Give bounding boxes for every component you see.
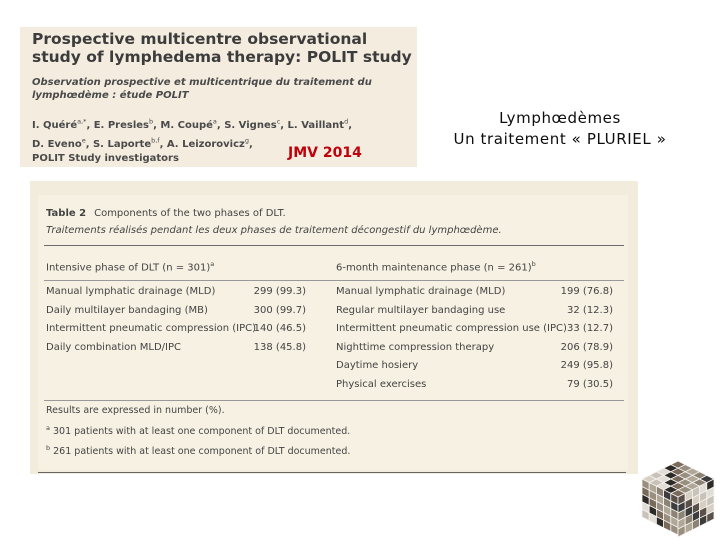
slide-title-line2: Un traitement « PLURIEL »	[453, 130, 667, 148]
author-separator: ,	[153, 120, 161, 132]
row-label: Intermittent pneumatic compression (IPC)	[46, 323, 257, 334]
table-header-rule	[44, 280, 624, 281]
row-value: 249 (95.8)	[560, 360, 613, 371]
author-affiliation-mark: e	[81, 136, 86, 145]
table-row	[336, 376, 613, 394]
row-value: 299 (99.3)	[253, 286, 306, 297]
right-header-sup: b	[531, 260, 536, 268]
table-caption-en: Components of the two phases of DLT.	[94, 208, 286, 219]
table-figure	[30, 181, 638, 474]
row-value: 199 (76.8)	[560, 286, 613, 297]
table-footnotes	[46, 420, 350, 460]
row-value: 300 (99.7)	[253, 304, 306, 316]
right-column-header	[336, 260, 536, 273]
row-value: 32 (12.3)	[567, 304, 613, 316]
table-caption-fr: Traitements réalisés pendant les deux phases de traitement décongestif du lymphœdème.	[46, 225, 502, 236]
footnote-mark: b	[46, 444, 51, 453]
paper-subtitle-fr: Observation prospective et multicentrique du traitement du lymphœdème : étude POLIT	[32, 77, 372, 101]
row-label: Manual lymphatic drainage (MLD)	[46, 286, 216, 297]
table-row	[336, 302, 613, 320]
footnote-text: 301 patients with at least one component of DLT documented.	[52, 426, 351, 438]
author-separator: ,	[249, 138, 253, 150]
table-panel	[38, 195, 628, 470]
footnote	[46, 420, 350, 440]
table-row	[46, 320, 306, 338]
author-affiliation-mark: a	[212, 118, 217, 126]
left-header-sup: a	[210, 260, 215, 268]
table-row	[46, 302, 306, 320]
row-label: Intermittent pneumatic compression use (IPC)	[336, 323, 567, 334]
row-label: Manual lymphatic drainage (MLD)	[336, 286, 506, 297]
row-label: Daily combination MLD/IPC	[46, 341, 181, 353]
slide-title	[420, 108, 700, 150]
author-name: M. Coupé	[160, 120, 213, 132]
author-affiliation-mark: a,*	[77, 118, 87, 126]
author-separator: ,	[85, 138, 93, 150]
row-value: 140 (46.5)	[253, 323, 306, 334]
author-name: A. Leizorovicz	[166, 138, 245, 150]
row-label: Nighttime compression therapy	[336, 341, 495, 353]
row-label: Physical exercises	[336, 378, 427, 390]
table-row	[46, 283, 306, 301]
row-label: Daytime hosiery	[336, 360, 419, 371]
author-affiliation-mark: b	[149, 118, 154, 126]
row-value: 79 (30.5)	[567, 378, 613, 390]
table-row	[336, 339, 613, 357]
journal-label: JMV 2014	[288, 145, 362, 161]
table-top-rule	[44, 245, 624, 246]
footnote-text: 261 patients with at least one component of DLT documented.	[53, 446, 351, 458]
paper-title: Prospective multicentre observational study of lymphedema therapy: POLIT study	[32, 30, 412, 66]
author-name: L. Vaillant	[287, 120, 345, 132]
author-name: S. Vignes	[224, 120, 277, 132]
author-separator: ,	[348, 120, 353, 132]
footnote-mark: a	[46, 424, 50, 432]
table-number: Table 2	[46, 208, 87, 219]
author-name: S. Laporte	[92, 138, 152, 150]
author-name: E. Presles	[93, 120, 149, 132]
left-column-header	[46, 260, 214, 273]
results-note: Results are expressed in number (%).	[46, 405, 225, 416]
table-row	[336, 320, 613, 338]
figure-bottom-rule	[38, 472, 626, 473]
photo-cube-logo	[636, 455, 720, 540]
author-affiliation-mark: g	[244, 136, 249, 145]
table-row	[336, 283, 613, 301]
author-separator: ,	[159, 138, 167, 150]
author-separator: ,	[86, 120, 94, 132]
row-label: Daily multilayer bandaging (MB)	[46, 304, 208, 316]
table-caption	[46, 205, 621, 239]
row-value: 138 (45.8)	[253, 341, 306, 353]
table-row	[46, 339, 306, 357]
table-bottom-rule	[44, 400, 624, 401]
table-row	[336, 357, 613, 375]
author-name: D. Eveno	[32, 138, 82, 150]
investigators-line: POLIT Study investigators	[32, 152, 179, 164]
author-separator: ,	[216, 120, 225, 132]
row-label: Regular multilayer bandaging use	[336, 304, 506, 316]
row-value: 206 (78.9)	[560, 341, 613, 353]
author-name: I. Quéré	[32, 120, 78, 132]
slide-title-line1: Lymphœdèmes	[499, 109, 621, 127]
author-affiliation-mark: c	[276, 118, 281, 126]
author-affiliation-mark: b,f	[151, 136, 160, 145]
row-value: 33 (12.7)	[567, 323, 613, 334]
footnote	[46, 440, 350, 460]
author-affiliation-mark: d	[344, 118, 349, 126]
left-header-text: Intensive phase of DLT (n = 301)	[46, 262, 211, 274]
author-separator: ,	[280, 120, 288, 132]
right-header-text: 6-month maintenance phase (n = 261)	[336, 262, 532, 274]
